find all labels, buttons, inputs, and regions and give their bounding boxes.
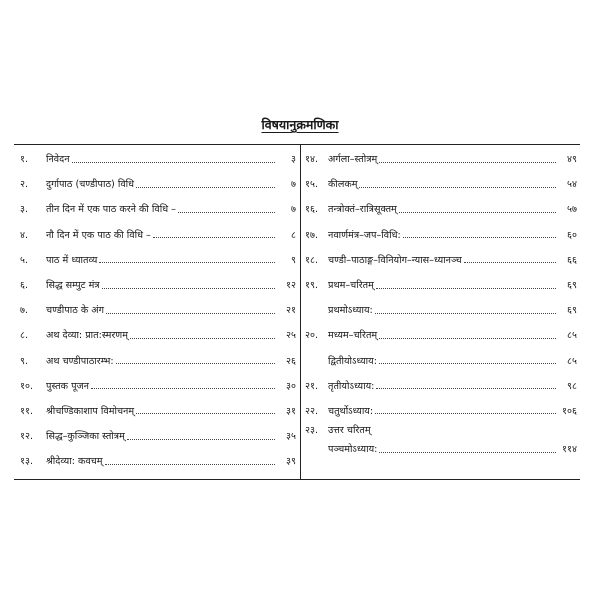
toc-entry [305,436,577,461]
dot-leader [136,412,275,414]
dot-leader [379,161,556,163]
entry-title: तीन दिन में एक पाठ करने की विधि – [46,204,176,216]
entry-page-number: ५४ [567,179,577,191]
entry-number: १५. [305,179,319,191]
dot-leader [130,337,275,339]
toc-entry [20,247,296,272]
toc-entry [305,322,577,347]
dot-leader [379,451,556,453]
entry-title: कीलकम् [328,179,358,191]
entry-title: श्रीचण्डिकाशाप विमोचनम् [46,405,135,417]
toc-entry [305,272,577,297]
dot-leader [375,412,556,414]
toc-entry [20,272,296,297]
toc-entry [305,398,577,423]
entry-page-number: ३५ [286,431,296,443]
dot-leader [464,261,556,263]
entry-number: १४. [305,154,319,166]
toc-entry [20,398,296,423]
entry-title: श्रीदेव्या: कवचम् [46,456,103,468]
entry-title: पाठ में ध्यातव्य [46,254,98,266]
entry-title: पुस्तक पूजन [46,380,89,392]
toc-entry [20,373,296,398]
entry-page-number: १०६ [562,405,577,417]
entry-title: सिद्ध सम्पुट मंत्र [46,280,100,292]
dot-leader [102,287,275,289]
dot-leader [403,236,556,238]
entry-page-number: ४९ [567,154,577,166]
entry-number: ५. [20,254,29,266]
dot-leader [91,387,275,389]
entry-number: २०. [305,330,319,342]
dot-leader [376,387,556,389]
entry-number: १३. [20,456,34,468]
entry-number: १७. [305,229,319,241]
entry-number: २३. [305,425,319,437]
entry-title: नवार्णमंत्र–जप–विधि: [328,229,401,241]
entry-number: १२. [20,431,34,443]
dot-leader [106,312,275,314]
entry-page-number: ६९ [567,280,577,292]
toc-entry [305,247,577,272]
entry-title: चण्डीपाठ के अंग [46,305,104,317]
dot-leader [376,287,556,289]
entry-title: प्रथमोऽध्याय: [328,305,373,317]
toc-right-column [305,146,577,461]
entry-title: उत्तर चरितम् [328,425,371,437]
entry-page-number: २१ [286,305,296,317]
entry-number: १. [20,154,29,166]
entry-page-number: ३ [291,154,296,166]
toc-entry [305,373,577,398]
entry-title: चतुर्थोऽध्याय: [328,405,374,417]
entry-page-number: ७ [291,179,296,191]
entry-page-number: ६६ [567,254,577,266]
page-title: विषयानुक्रमणिका [261,117,339,132]
toc-entry [305,171,577,196]
entry-page-number: ३९ [286,456,296,468]
dot-leader [105,463,275,465]
dot-leader [116,362,275,364]
bottom-rule [14,479,580,480]
entry-page-number: ७ [291,204,296,216]
entry-page-number: ५७ [567,204,577,216]
toc-entry [20,146,296,171]
dot-leader [375,312,556,314]
entry-title: नौ दिन में एक पाठ की विधि – [46,229,151,241]
dot-leader [178,211,275,213]
entry-number: ८. [20,330,29,342]
entry-title: दुर्गापाठ (चण्डीपाठ) विधि [46,179,135,191]
entry-title: तन्त्रोक्तं–रात्रिसूक्तम् [328,204,397,216]
entry-page-number: ९८ [567,380,577,392]
top-rule [14,144,580,145]
toc-entry [20,222,296,247]
column-divider [300,144,301,479]
entry-page-number: ६९ [567,305,577,317]
entry-page-number: ३१ [286,405,296,417]
entry-page-number: १२ [286,280,296,292]
entry-page-number: ८ [291,229,296,241]
entry-number: ४. [20,229,29,241]
toc-entry [20,448,296,473]
entry-title: अर्गला–स्तोत्रम् [328,154,378,166]
entry-number: १६. [305,204,319,216]
entry-page-number: ८५ [567,355,577,367]
dot-leader [153,236,275,238]
entry-number: ९. [20,355,29,367]
toc-entry [305,222,577,247]
dot-leader [136,186,275,188]
dot-leader [379,362,556,364]
entry-page-number: ३० [286,380,296,392]
entry-title: मध्यम–चरितम् [328,330,378,342]
entry-page-number: ११४ [562,444,577,456]
entry-number: २२. [305,405,319,417]
dot-leader [359,186,556,188]
entry-page-number: २५ [286,330,296,342]
toc-entry [305,348,577,373]
entry-number: १९. [305,280,319,292]
entry-page-number: ९ [291,254,296,266]
entry-title: तृतीयोऽध्याय: [328,380,375,392]
toc-entry [305,146,577,171]
entry-title: सिद्ध–कुञ्जिका स्तोत्रम् [46,431,125,443]
entry-page-number: २६ [286,355,296,367]
toc-entry [20,297,296,322]
entry-title: निवेदन [46,154,70,166]
dot-leader [127,438,275,440]
entry-number: १०. [20,380,34,392]
toc-entry [20,171,296,196]
entry-title: अथ देव्या: प्रात:स्मरणम् [46,330,128,342]
entry-number: ३. [20,204,29,216]
toc-entry [20,322,296,347]
dot-leader [72,161,275,163]
entry-number: ७. [20,305,29,317]
entry-number: २१. [305,380,319,392]
dot-leader [399,211,556,213]
entry-number: १८. [305,254,319,266]
entry-number: ६. [20,280,29,292]
toc-entry [305,423,577,436]
entry-title: अथ चण्डीपाठारम्भ: [46,355,114,367]
entry-title: चण्डी–पाठाङ्ग–विनियोग–न्यास–ध्यानञ्च [328,254,462,266]
entry-page-number: ६० [567,229,577,241]
toc-entry [20,196,296,221]
entry-number: ११. [20,405,34,417]
entry-title: द्वितीयोऽध्याय: [328,355,377,367]
toc-left-column [20,146,296,473]
entry-number: २. [20,179,29,191]
entry-title: पञ्चमोऽध्याय: [328,444,378,456]
dot-leader [379,337,556,339]
toc-entry [20,423,296,448]
toc-entry [305,196,577,221]
entry-title: प्रथम–चरितम् [328,280,374,292]
toc-entry [305,297,577,322]
toc-entry [20,348,296,373]
dot-leader [99,261,275,263]
entry-page-number: ८५ [567,330,577,342]
